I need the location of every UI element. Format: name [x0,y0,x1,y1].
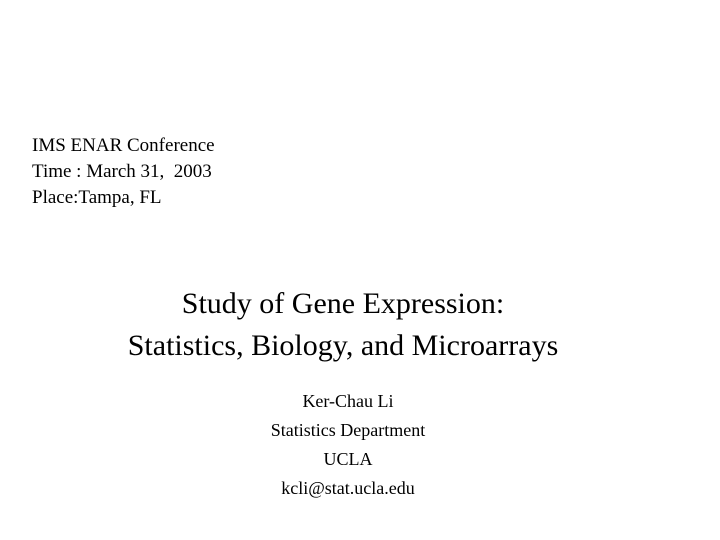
title-line-1: Study of Gene Expression: [181,287,505,320]
author-info [0,387,696,503]
author-institution: UCLA [323,449,373,469]
title-line-2: Statistics, Biology, and Microarrays [127,329,559,362]
author-email: kcli@stat.ucla.edu [281,478,415,498]
conference-info [32,133,432,211]
conference-time: Time : March 31, 2003 [32,161,212,182]
slide-title [0,283,686,367]
author-name: Ker-Chau Li [302,391,394,411]
author-department: Statistics Department [270,420,426,440]
conference-name: IMS ENAR Conference [32,135,215,156]
conference-place: Place:Tampa, FL [32,187,162,208]
